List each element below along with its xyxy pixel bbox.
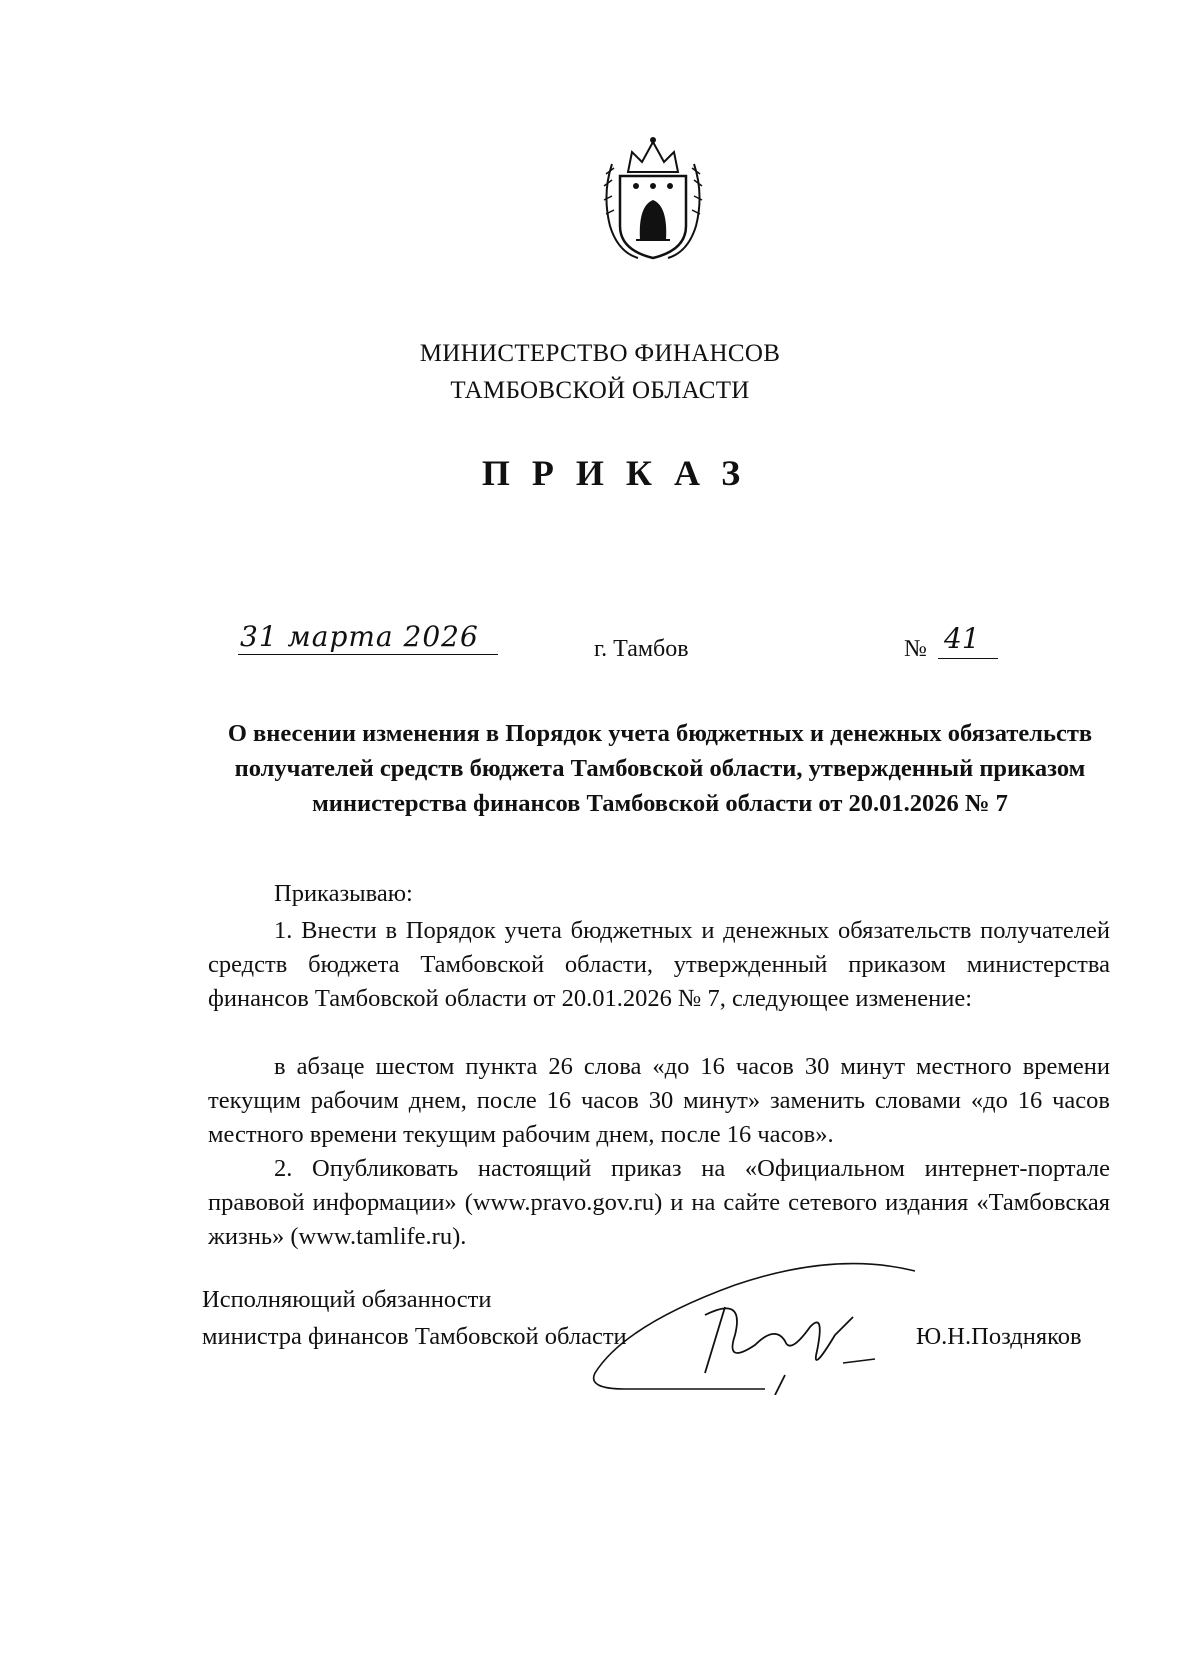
paragraph-text: 2. Опубликовать настоящий приказ на «Официальном интернет-портале правовой информации» (www.pravo.gov.ru) и на сайте сетевого издания «Тамбовская жизнь» (www.tamlife.ru). [208, 1155, 1110, 1250]
date-underline [238, 654, 498, 655]
signer-position-line2: министра финансов Тамбовской области [202, 1323, 627, 1350]
document-subject: О внесении изменения в Порядок учета бюджетных и денежных обязательств получателей средств бюджета Тамбовской области, утвержденный приказом министерства финансов Тамбовской области от 20.01.2026 № 7 [227, 720, 1093, 817]
organization-name-line2: ТАМБОВСКОЙ ОБЛАСТИ [450, 377, 750, 404]
body-paragraph-1 [208, 914, 1110, 1016]
handwritten-signature-icon [585, 1255, 1005, 1395]
handwritten-date: 31 марта 2026 [240, 620, 479, 653]
paragraph-text: в абзаце шестом пункта 26 слова «до 16 часов 30 минут местного времени текущим рабочим днем, после 16 часов 30 минут» заменить словами «до 16 часов местного времени текущим рабочим днем, после 16 часов». [208, 1053, 1110, 1148]
body-paragraph-2 [208, 1152, 1110, 1254]
coat-of-arms-icon [598, 134, 708, 269]
organization-name-line1: МИНИСТЕРСТВО ФИНАНСОВ [419, 340, 781, 367]
order-word: Приказываю: [274, 880, 413, 907]
signer-position-line1: Исполняющий обязанности [202, 1286, 492, 1313]
body-paragraph-1a [208, 1050, 1110, 1152]
city-label: г. Тамбов [594, 636, 689, 662]
document-type-title: ПРИКАЗ [481, 453, 763, 493]
number-underline [938, 658, 998, 659]
number-label: № [904, 636, 927, 662]
handwritten-number: 41 [944, 622, 980, 655]
paragraph-text: 1. Внести в Порядок учета бюджетных и денежных обязательств получателей средств бюджета Тамбовской области, утвержденный приказом министерства финансов Тамбовской области от 20.01.2026 № 7, следующее изменение: [208, 917, 1110, 1012]
signer-name: Ю.Н.Поздняков [916, 1323, 1082, 1350]
